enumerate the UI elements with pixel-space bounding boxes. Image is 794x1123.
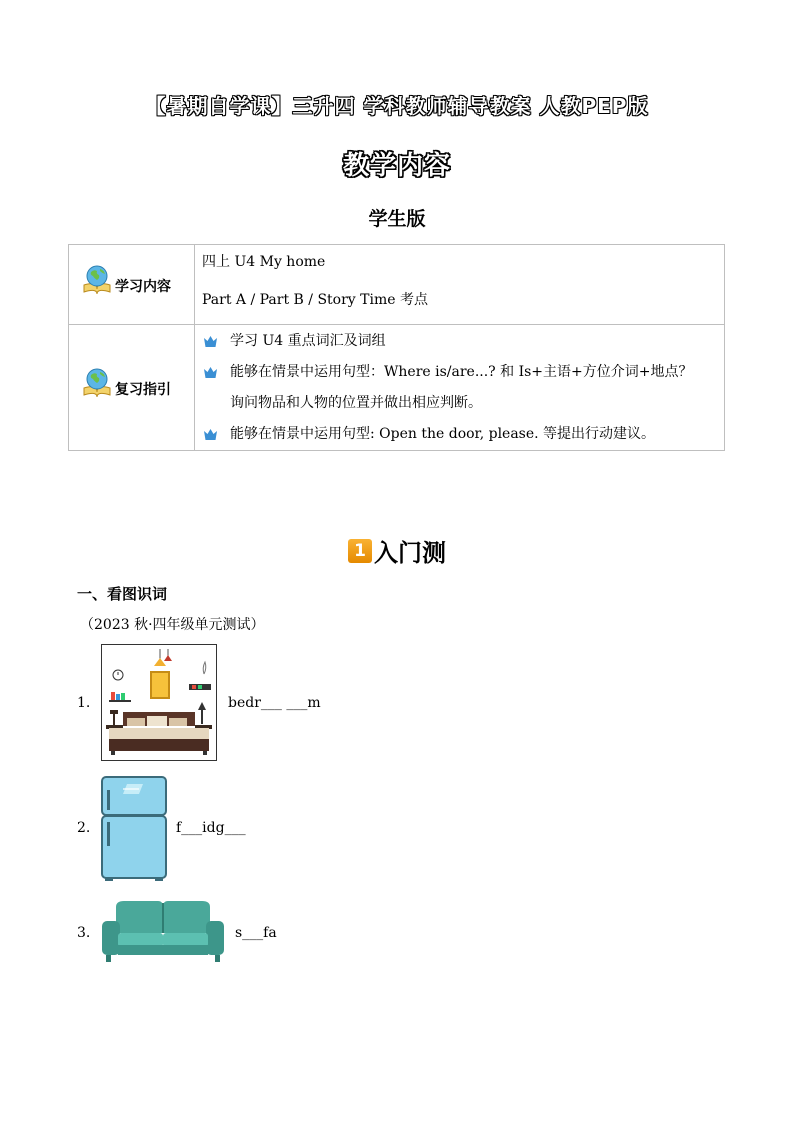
bullet-text: 能够在情景中运用句型：Where is/are...? 和 Is+主语+方位介词+地点？ (230, 364, 693, 380)
globe-book-icon (81, 263, 113, 295)
info-label-text: 复习指引 (115, 382, 171, 398)
entry-test-title: 入门测 (374, 539, 446, 567)
question-number: 2. (77, 820, 91, 836)
sofa-picture (100, 899, 226, 964)
entry-test-heading (0, 533, 794, 568)
bullet-item (202, 419, 724, 450)
star-bullet-icon (204, 367, 217, 378)
info-label-cell (69, 325, 195, 451)
fridge-picture (99, 774, 169, 884)
info-content-cell (195, 325, 725, 451)
bullet-continuation: 询问物品和人物的位置并做出相应判断。 (230, 395, 482, 411)
info-label-text: 学习内容 (115, 279, 171, 295)
part-heading: 一、看图识词 (77, 585, 168, 603)
info-table (68, 244, 725, 451)
info-label-cell (69, 245, 195, 325)
question-blank-word: bedr___ ___m (228, 695, 321, 711)
bullet-text: 学习 U4 重点词汇及词组 (230, 333, 386, 349)
bullet-item (202, 357, 724, 388)
bullet-text: 能够在情景中运用句型: Open the door, please. 等提出行动建议。 (230, 426, 656, 442)
content-line: Part A / Part B / Story Time 考点 (202, 292, 428, 308)
bullet-item (202, 326, 724, 357)
question-blank-word: f___idg___ (176, 820, 246, 836)
star-bullet-icon (204, 429, 217, 440)
info-content-cell (195, 245, 725, 325)
bedroom-picture (101, 644, 217, 761)
info-row-guide (69, 325, 725, 451)
source-note: （2023 秋·四年级单元测试） (80, 617, 265, 633)
question-blank-word: s___fa (235, 925, 277, 941)
content-line: 四上 U4 My home (202, 254, 326, 270)
document-title: 【暑期自学课】三升四 学科教师辅导教案 人教PEP版 (145, 94, 649, 118)
star-bullet-icon (204, 336, 217, 347)
number-one-icon: 1 (348, 539, 372, 563)
question-number: 3. (77, 925, 91, 941)
info-row-content (69, 245, 725, 325)
edition-label: 学生版 (368, 208, 426, 230)
globe-book-icon (81, 366, 113, 398)
question-number: 1. (77, 695, 91, 711)
section-title: 教学内容 (342, 151, 451, 181)
